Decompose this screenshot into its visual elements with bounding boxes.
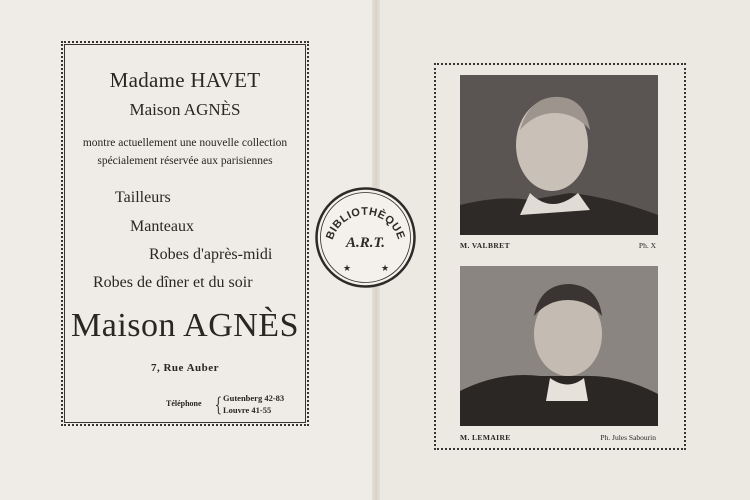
- ad-text-line-1: montre actuellement une nouvelle collection: [82, 137, 288, 149]
- ad-item: Robes de dîner et du soir: [93, 274, 253, 291]
- portrait-photo-lemaire: [460, 266, 658, 426]
- stamp-center-text: A.R.T.: [345, 235, 386, 251]
- star-icon: ★: [381, 264, 390, 274]
- phone-number: Louvre 41-55: [223, 405, 272, 415]
- advertisement-frame: [61, 41, 309, 426]
- phone-number: Gutenberg 42-83: [223, 393, 285, 403]
- telephone-label: Téléphone: [166, 399, 202, 408]
- stamp-arc-text: BIBLIOTHÈQUE: [323, 205, 408, 242]
- ad-item: Robes d'après-midi: [149, 246, 273, 263]
- brace-icon: {: [214, 392, 223, 416]
- ad-subtitle: Maison AGNÈS: [129, 100, 241, 119]
- portrait-photo-valbret: [460, 75, 658, 235]
- ad-text-line-2: spécialement réservée aux parisiennes: [97, 155, 273, 167]
- photo-caption-credit: Ph. X: [638, 241, 656, 250]
- ad-address: 7, Rue Auber: [150, 362, 220, 374]
- star-icon: ★: [343, 264, 352, 274]
- ad-item: Tailleurs: [115, 189, 171, 206]
- ad-title: Madame HAVET: [109, 68, 261, 92]
- photo-caption-credit: Ph. Jules Sabourin: [600, 433, 656, 442]
- photo-caption-name: M. LEMAIRE: [460, 433, 511, 442]
- ad-brand: Maison AGNÈS: [71, 307, 299, 344]
- ad-item: Manteaux: [130, 218, 194, 235]
- photo-frame: [434, 63, 686, 450]
- photo-caption-name: M. VALBRET: [460, 241, 510, 250]
- library-stamp: [313, 185, 418, 290]
